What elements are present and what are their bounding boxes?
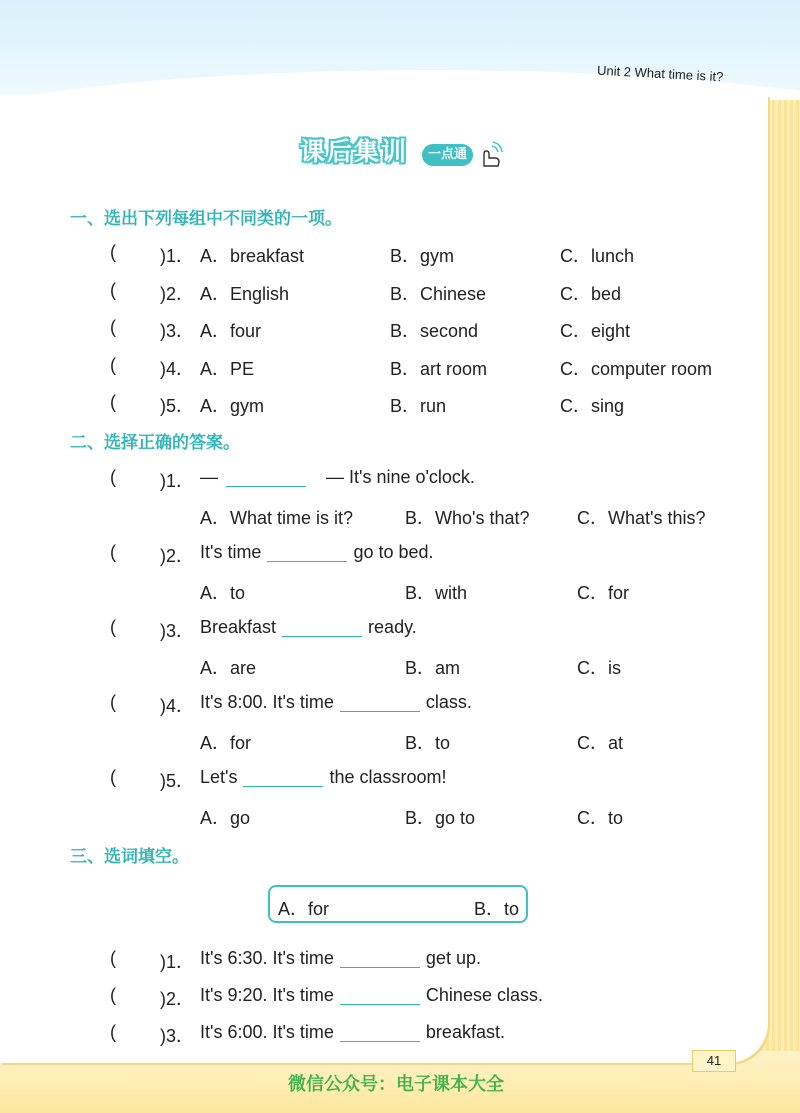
question-number: )1． (160, 952, 195, 972)
question-number: )3． (160, 621, 195, 641)
question-number: )2． (160, 989, 195, 1009)
answer-paren[interactable]: ( (110, 1022, 116, 1042)
option-b: B．go to (405, 808, 476, 828)
stem-pre: It's 6:00. It's time (200, 1022, 334, 1042)
answer-paren[interactable]: ( (110, 467, 116, 487)
option-b: B．gym (390, 246, 455, 266)
pointing-hand-icon (474, 140, 504, 170)
question-number: )1． (160, 246, 195, 266)
answer-paren[interactable]: ( (110, 985, 116, 1005)
question-stem (200, 617, 417, 638)
answer-paren[interactable]: ( (110, 355, 116, 375)
option-a: A．for (200, 733, 252, 753)
option-c: C．lunch (560, 246, 635, 266)
option-a: A．gym (200, 396, 265, 416)
answer-paren[interactable]: ( (110, 767, 116, 787)
answer-paren[interactable]: ( (110, 692, 116, 712)
stem-post: breakfast. (425, 1022, 505, 1042)
option-c: C．sing (560, 396, 625, 416)
answer-paren[interactable]: ( (110, 617, 116, 637)
stem-post: Chinese class. (425, 985, 543, 1005)
stem-post: the classroom! (329, 767, 447, 787)
section-title-banner (300, 130, 510, 172)
question-number: )3． (160, 321, 195, 341)
answer-paren[interactable]: ( (110, 242, 116, 262)
question-number: )4． (160, 359, 195, 379)
question-number: )2． (160, 546, 195, 566)
section-2-heading: 二、选择正确的答案。 (70, 433, 240, 453)
option-b: B．to (405, 733, 451, 753)
word-bank-box (268, 885, 528, 923)
option-a: A．are (200, 658, 257, 678)
question-number: )5． (160, 396, 195, 416)
option-a: A．English (200, 284, 290, 304)
question-stem (200, 767, 447, 788)
word-option-a: A．for (278, 899, 330, 919)
answer-paren[interactable]: ( (110, 392, 116, 412)
option-c: C．for (577, 583, 630, 603)
title-main: 课后集训 (300, 137, 409, 166)
section-3-heading: 三、选词填空。 (70, 847, 189, 867)
question-number: )5． (160, 771, 195, 791)
question-stem (200, 542, 434, 563)
option-b: B．art room (390, 359, 488, 379)
stem-pre: It's 9:20. It's time (200, 985, 334, 1005)
option-c: C．eight (560, 321, 631, 341)
stem-post: class. (425, 692, 472, 712)
question-stem (200, 985, 543, 1006)
option-a: A．What time is it? (200, 508, 354, 528)
option-b: B．with (405, 583, 468, 603)
question-number: )2． (160, 284, 195, 304)
option-b: B．second (390, 321, 479, 341)
answer-blank[interactable] (282, 619, 362, 637)
answer-blank[interactable] (340, 1024, 420, 1042)
stem-pre: It's 6:30. It's time (200, 948, 334, 968)
option-c: C．bed (560, 284, 622, 304)
answer-blank[interactable] (226, 469, 306, 487)
watermark-text: 微信公众号：电子课本大全 (288, 1074, 504, 1095)
option-a: A．PE (200, 359, 255, 379)
unit-header: Unit 2 What time is it? (596, 62, 724, 85)
option-c: C．to (577, 808, 624, 828)
option-b: B．am (405, 658, 461, 678)
answer-paren[interactable]: ( (110, 542, 116, 562)
option-b: B．Chinese (390, 284, 487, 304)
stem-pre: It's time (200, 542, 262, 562)
stem-post: get up. (425, 948, 481, 968)
question-number: )3． (160, 1026, 195, 1046)
answer-blank[interactable] (340, 987, 420, 1005)
option-a: A．four (200, 321, 262, 341)
word-option-b: B．to (474, 899, 520, 919)
option-c: C．is (577, 658, 621, 678)
option-a: A．to (200, 583, 246, 603)
section-1-heading: 一、选出下列每组中不同类的一项。 (70, 209, 342, 229)
option-c: C．at (577, 733, 624, 753)
title-sub: 一点通 (422, 144, 473, 166)
question-number: )1． (160, 471, 195, 491)
option-a: A．breakfast (200, 246, 305, 266)
stem-pre: It's 8:00. It's time (200, 692, 334, 712)
question-stem (200, 1022, 505, 1043)
stem-pre: Breakfast (200, 617, 277, 637)
stem-pre: — (200, 467, 218, 487)
page-number: 41 (692, 1050, 736, 1072)
answer-paren[interactable]: ( (110, 280, 116, 300)
stem-post: — It's nine o'clock. (326, 467, 475, 487)
option-b: B．Who's that? (405, 508, 530, 528)
answer-blank[interactable] (340, 694, 420, 712)
stem-post: ready. (368, 617, 417, 637)
question-stem (200, 467, 475, 488)
question-stem (200, 948, 481, 969)
question-stem (200, 692, 472, 713)
option-c: C．computer room (560, 359, 713, 379)
answer-blank[interactable] (267, 544, 347, 562)
question-number: )4． (160, 696, 195, 716)
option-c: C．What's this? (577, 508, 706, 528)
answer-paren[interactable]: ( (110, 317, 116, 337)
option-a: A．go (200, 808, 251, 828)
stem-post: go to bed. (353, 542, 434, 562)
answer-paren[interactable]: ( (110, 948, 116, 968)
answer-blank[interactable] (243, 769, 323, 787)
stem-pre: Let's (200, 767, 238, 787)
answer-blank[interactable] (340, 950, 420, 968)
option-b: B．run (390, 396, 447, 416)
